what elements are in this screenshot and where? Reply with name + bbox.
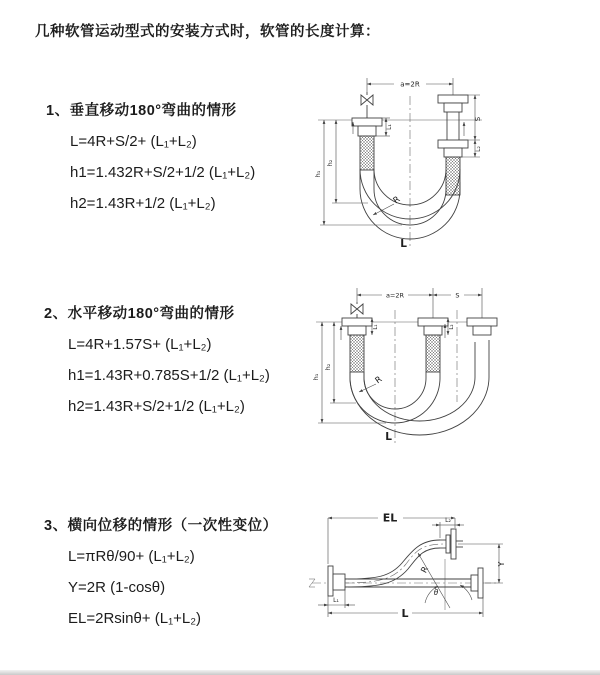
- dim-label-y: Y: [497, 561, 506, 567]
- dim-label-a2r: a=2R: [400, 80, 420, 89]
- flange-fitting: [438, 140, 468, 148]
- flange-fitting: [424, 326, 442, 335]
- valve-icon: [361, 95, 373, 105]
- length-label: L: [385, 431, 392, 443]
- flange-fitting: [348, 326, 366, 335]
- dim-label-h2: h₂: [326, 159, 334, 167]
- flange-fitting: [451, 529, 456, 559]
- flange-fitting: [478, 568, 483, 598]
- section-horizontal-180: [44, 304, 270, 417]
- diagram-vertical-180-bend: [310, 70, 555, 260]
- dim-label-l1: L₁: [386, 124, 393, 130]
- braided-hose-section: [426, 335, 440, 372]
- formula-length: L=4R+S/2+ (L₁+L₂): [70, 133, 197, 150]
- dim-label-l: L: [401, 607, 409, 620]
- formula-length: L=πRθ/90+ (L₁+L₂): [68, 548, 195, 565]
- flange-fitting: [438, 95, 468, 103]
- flange-fitting: [473, 326, 491, 335]
- braided-hose-section: [350, 335, 364, 372]
- flange-fitting: [333, 574, 345, 590]
- dim-label-s: S: [455, 291, 460, 300]
- angle-label-theta: θ: [433, 588, 439, 597]
- flange-fitting: [444, 148, 462, 157]
- flange-fitting: [467, 318, 497, 326]
- section-3-heading: 3、横向位移的情形（一次性变位）: [44, 518, 278, 534]
- formula-el: EL=2Rsinθ+ (L₁+L₂): [68, 610, 202, 627]
- formula-length: L=4R+1.57S+ (L₁+L₂): [68, 336, 212, 353]
- radius-label: R: [391, 194, 403, 207]
- formula-h2: h2=1.43R+S/2+1/2 (L₁+L₂): [68, 398, 245, 415]
- formula-h2: h2=1.43R+1/2 (L₁+L₂): [70, 195, 216, 212]
- section-lateral-displacement: [44, 516, 278, 629]
- flange-fitting: [444, 103, 462, 112]
- section-vertical-180: [46, 101, 255, 214]
- dim-label-h2: h₂: [324, 363, 332, 371]
- flange-fitting: [352, 118, 382, 126]
- page-title: 几种软管运动型式的安装方式时，软管的长度计算：: [35, 24, 380, 40]
- dim-label-l2: L₂: [449, 324, 455, 330]
- formula-h1: h1=1.43R+0.785S+1/2 (L₁+L₂): [68, 367, 270, 384]
- formula-y: Y=2R (1-cosθ): [68, 579, 166, 596]
- radius-leader-arrow: [359, 384, 376, 392]
- flange-fitting: [342, 318, 372, 326]
- braided-hose-section: [446, 157, 460, 195]
- diagram-lateral-displacement: [300, 498, 598, 666]
- flange-fitting: [471, 575, 478, 591]
- dim-label-l1: L₁: [333, 597, 339, 604]
- flange-fitting: [358, 126, 376, 136]
- radius-label: R: [419, 565, 432, 576]
- valve-icon: [351, 304, 363, 314]
- dim-label-h1: h₁: [314, 170, 322, 178]
- flange-fitting: [418, 318, 448, 326]
- flange-fitting: [328, 566, 333, 596]
- dim-label-h1: h₁: [312, 373, 320, 381]
- radius-label: R: [373, 374, 385, 387]
- section-1-heading: 1、垂直移动180°弯曲的情形: [46, 103, 237, 119]
- dim-label-l2: L₂: [445, 517, 451, 524]
- dim-label-el: EL: [382, 511, 398, 525]
- flange-fitting: [446, 535, 450, 553]
- dim-label-l2: L₂: [475, 146, 482, 152]
- formula-h1: h1=1.432R+S/2+1/2 (L₁+L₂): [70, 164, 256, 181]
- dim-label-a2r: a=2R: [385, 291, 405, 300]
- dim-label-s: S: [474, 116, 482, 122]
- dim-label-l1: L₁: [373, 324, 379, 330]
- length-label: L: [400, 238, 407, 250]
- diagram-horizontal-180-bend: [306, 282, 561, 462]
- page-bottom-shadow: [0, 670, 600, 675]
- section-2-heading: 2、水平移动180°弯曲的情形: [44, 306, 235, 322]
- braided-hose-section: [360, 136, 374, 170]
